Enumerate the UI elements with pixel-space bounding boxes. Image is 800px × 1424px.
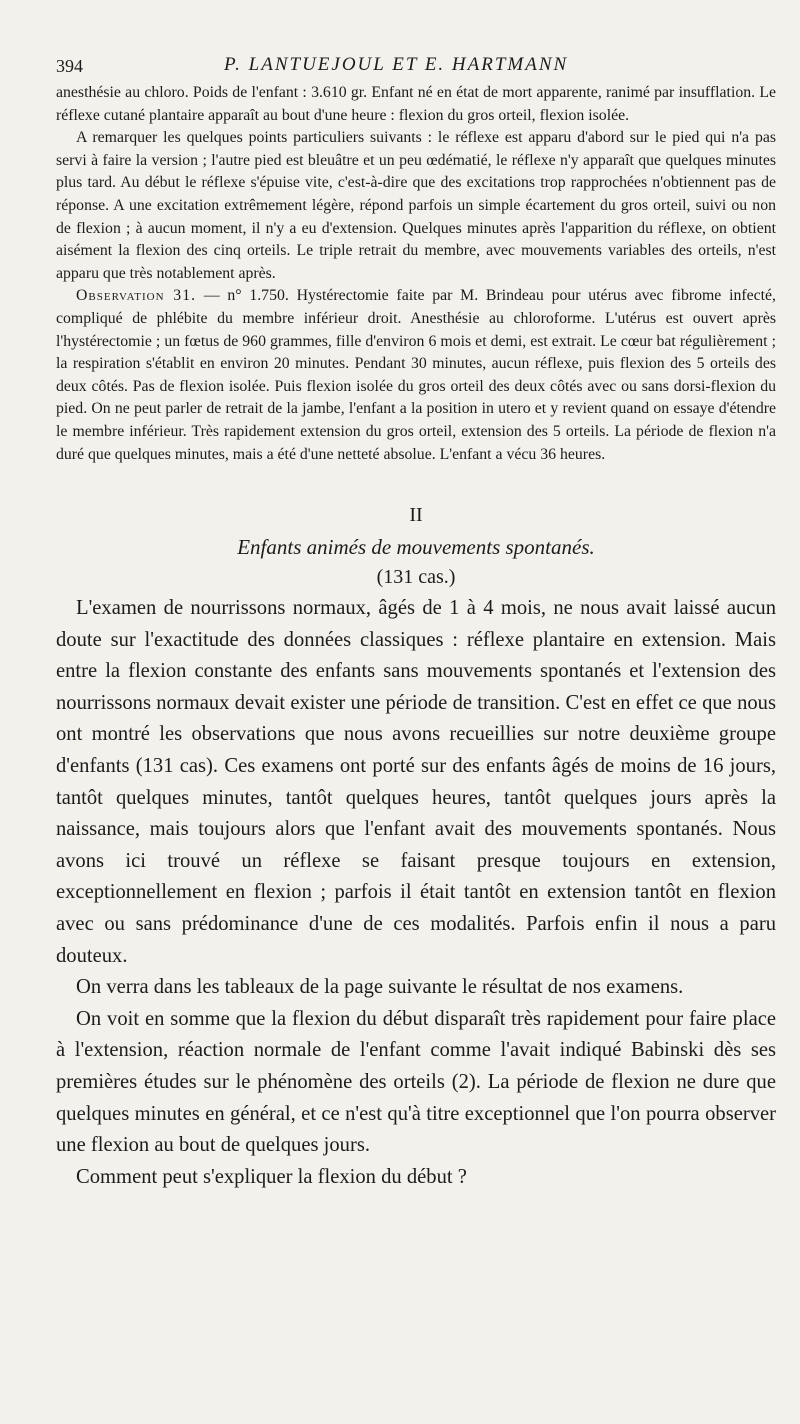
page-number: 394 xyxy=(56,56,83,76)
running-title: P. LANTUEJOUL ET E. HARTMANN xyxy=(224,54,569,75)
body-paragraph-3: On voit en somme que la flexion du début disparaît très rapidement pour faire place à l'extension, réaction normale de l'enfant comme l'avait indiqué Babinski dès ses premières études sur le phénomène des orteils (2). La période de flexion ne dure que quelques minutes en général, et ce n'est qu'à titre exceptionnel que l'on pourra observer une flexion au bout de quelques jours. xyxy=(56,1007,776,1157)
observation-31-body: — n° 1.750. Hystérectomie faite par M. Brindeau pour utérus avec fibrome infecté, compliqué de phlébite du membre inférieur droit. Anesthésie au chloroforme. L'utérus est ouvert après l'hystérectomie ; un fœtus de 960 grammes, fille d'environ 6 mois et demi, est extrait. Le cœur bat régulièrement ; la respiration s'établit en environ 20 minutes. Pendant 30 minutes, aucun réflexe, puis flexion des 5 orteils des deux côtés. Pas de flexion isolée. Puis flexion isolée du gros orteil des deux côtés avec ou sans dorsi-flexion du pied. On ne peut parler de retrait de la jambe, l'enfant a la position in utero et y revient quand on essaye d'étendre le membre inférieur. Très rapidement extension du gros orteil, extension des 5 orteils. La période de flexion n'a duré que quelques minutes, mais a été d'une netteté absolue. L'enfant a vécu 36 heures. xyxy=(56,287,776,463)
observation-31 xyxy=(56,285,776,466)
body-paragraph-4: Comment peut s'expliquer la flexion du début ? xyxy=(76,1165,467,1188)
body-paragraph-1: L'examen de nourrissons normaux, âgés de 1 à 4 mois, ne nous avait laissé aucun doute sur l'exactitude des données classiques : réflexe plantaire en extension. Mais entre la flexion constante des enfants sans mouvements spontanés et l'extension des nourrissons normaux devait exister une période de transition. C'est en effet ce que nous ont montré les observations que nous avons recueillies sur notre deuxième groupe d'enfants (131 cas). Ces examens ont porté sur des enfants âgés de moins de 16 jours, tantôt quelques minutes, tantôt quelques heures, tantôt quelques jours après la naissance, mais toujours alors que l'enfant avait des mouvements spontanés. Nous avons ici trouvé un réflexe se faisant presque toujours en extension, exceptionnellement en flexion ; parfois il était tantôt en extension tantôt en flexion avec ou sans prédominance d'une de ces modalités. Parfois enfin il nous a paru douteux. xyxy=(56,597,776,967)
observation-paragraph-1: anesthésie au chloro. Poids de l'enfant : 3.610 gr. Enfant né en état de mort apparente, ranimé par insufflation. Le réflexe cutané plantaire apparaît au bout d'une heure : flexion du gros orteil, flexion isolée. xyxy=(56,84,776,124)
body-paragraph-2: On verra dans les tableaux de la page suivante le résultat de nos examens. xyxy=(76,976,684,999)
observation-label: Observation 31. xyxy=(76,287,197,305)
body-text xyxy=(56,593,776,1193)
running-head xyxy=(56,48,776,82)
section-number: II xyxy=(409,504,423,527)
section-title: Enfants animés de mouvements spontanés. xyxy=(237,535,595,560)
observation-block xyxy=(56,82,776,466)
section-case-count: (131 cas.) xyxy=(376,566,456,589)
book-page xyxy=(56,48,776,1193)
observation-paragraph-2: A remarquer les quelques points particuliers suivants : le réflexe est apparu d'abord sur le pied qui n'a pas servi à faire la version ; l'autre pied est bleuâtre et un peu œdématié, le réflexe n'y apparaît que quelques minutes plus tard. Au début le réflexe s'épuise vite, c'est-à-dire que des excitations trop rapprochées n'obtiennent pas de réponse. A une excitation extrêmement légère, répond parfois un simple écartement du gros orteil, suivi ou non de flexion ; à aucun moment, il n'y a eu d'extension. Quelques minutes après l'apparition du réflexe, on obtient aisément la flexion des cinq orteils. Le triple retrait du membre, avec mouvements variables des orteils, n'est apparu que très notablement après. xyxy=(56,129,776,282)
